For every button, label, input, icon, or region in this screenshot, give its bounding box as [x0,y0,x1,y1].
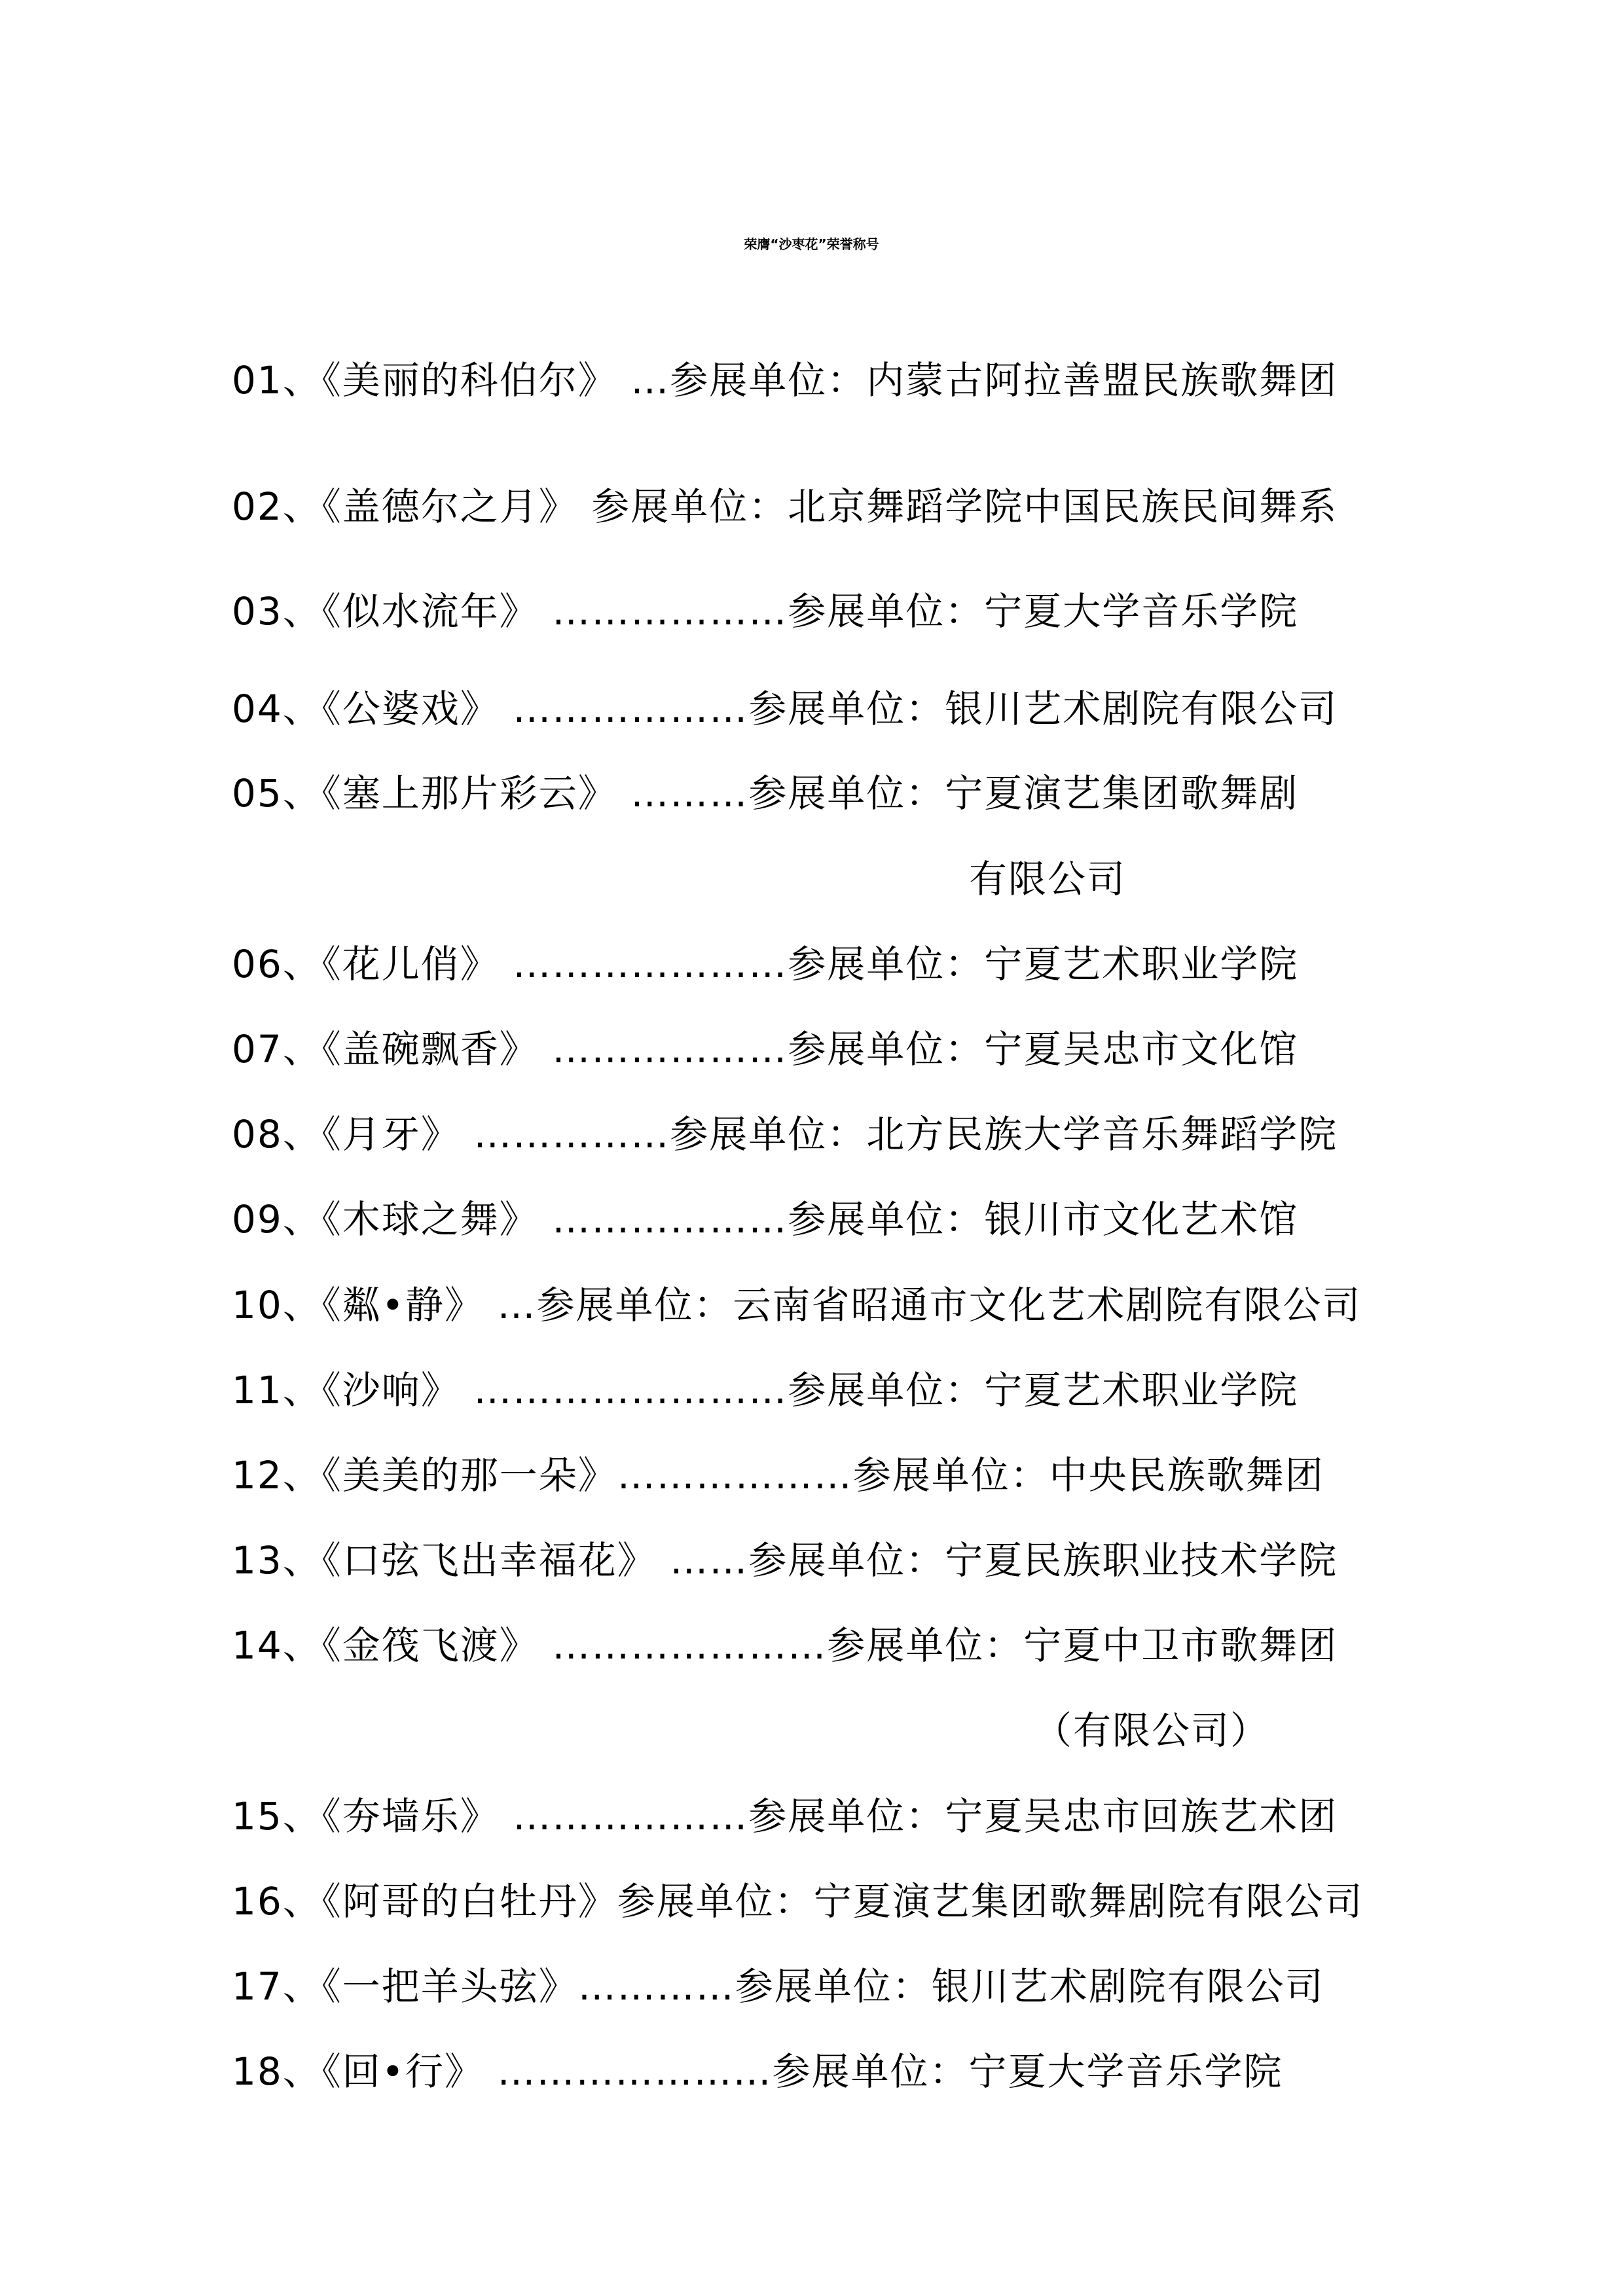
list-item: 01、《美丽的科伯尔》 …参展单位：内蒙古阿拉善盟民族歌舞团 [232,358,1338,403]
list-item: 06、《花儿俏》 …………………参展单位：宁夏艺术职业学院 [232,942,1299,986]
list-item: 04、《公婆戏》 ………………参展单位：银川艺术剧院有限公司 [232,687,1338,731]
list-item: 05、《塞上那片彩云》 ………参展单位：宁夏演艺集团歌舞剧 [232,771,1299,816]
list-item: 17、《一把羊头弦》…………参展单位：银川艺术剧院有限公司 [232,1964,1324,2009]
list-item: 16、《阿哥的白牡丹》参展单位：宁夏演艺集团歌舞剧院有限公司 [232,1879,1364,1924]
list-item-continuation: （有限公司） [1034,1708,1270,1753]
list-item: 09、《木球之舞》 ………………参展单位：银川市文化艺术馆 [232,1197,1299,1242]
list-item: 12、《美美的那一朵》………………参展单位：中央民族歌舞团 [232,1453,1324,1498]
list-item: 08、《月牙》 ……………参展单位：北方民族大学音乐舞蹈学院 [232,1112,1338,1157]
page-title: 荣膺“沙枣花”荣誉称号 [744,236,879,252]
list-item: 14、《金筏飞渡》 …………………参展单位：宁夏中卫市歌舞团 [232,1623,1338,1668]
list-item: 03、《似水流年》 ………………参展单位：宁夏大学音乐学院 [232,589,1299,634]
list-item: 10、《粼•静》 …参展单位：云南省昭通市文化艺术剧院有限公司 [232,1283,1362,1327]
list-item: 13、《口弦飞出幸福花》 ……参展单位：宁夏民族职业技术学院 [232,1538,1338,1583]
list-item-continuation: 有限公司 [969,857,1127,901]
list-item: 07、《盖碗飘香》 ………………参展单位：宁夏吴忠市文化馆 [232,1027,1299,1071]
list-item: 02、《盖德尔之月》 参展单位：北京舞蹈学院中国民族民间舞系 [232,484,1338,529]
list-item: 15、《夯墙乐》 ………………参展单位：宁夏吴忠市回族艺术团 [232,1794,1338,1839]
list-item: 18、《回•行》 …………………参展单位：宁夏大学音乐学院 [232,2049,1283,2094]
list-item: 11、《沙响》 ……………………参展单位：宁夏艺术职业学院 [232,1368,1299,1412]
